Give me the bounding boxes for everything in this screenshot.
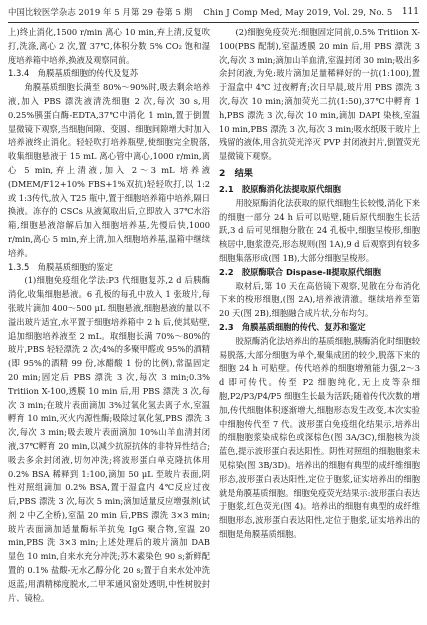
running-header (8, 4, 419, 20)
page-number: 111 (401, 7, 419, 17)
subsection-title: 2.1 胶原酶消化法提取原代细胞 (219, 183, 341, 194)
journal-title-en: Chin J Comp Med, May 2019, Vol. 29, No. 5 (203, 7, 393, 17)
paragraph: 角膜基质细胞长满至 80%～90%时,吸去剩余培养液,加入 PBS 漂洗液清洗细胞 2 次,每次 30 s,用 0.25%胰蛋白酶-EDTA,37℃中消化 1 min,置于倒置显微镜下观察,当细胞间隙、变圆、细胞间隙增大时加入培养液终止消化。轻轻吹打培养瓶壁,使细胞完全脱落,收集细胞悬液于 15 mL 离心管中离心,1000 r/min,离心 5 min,弃上清液,加入 2～3 mL 培养液(DMEM/F12+10% FBS+1%双抗)轻轻吹打,以 1:2或 1:3传代,放入 T25 瓶中,置于细胞培养箱中培养,隔日换液。冻存的 CSCs 从液氮取出后,立即放入 37℃水浴箱,细胞悬液溶解后加入细胞培养基,先慢后快,1000 r/min,离心 5 min,弃上清,加入细胞培养基,温箱中继续培养。 (8, 82, 210, 258)
section-heading: 1.3.5 角膜基质细胞的鉴定 (8, 261, 114, 272)
paragraph: 上)终止消化,1500 r/min 离心 10 min,弃上清,反复吹打,洗涤,离心 2 次,置 37℃,体积分数 5% CO₂ 饱和湿度培养箱中培养,换液及观察同前。 (8, 27, 210, 65)
paragraph: 取材后,第 10 天在高倍镜下观察,见散在分布消化下来的梭形细胞,(图 2A),培养液清澈。继续培养至第 20 天(图 2B),细胞融合成片状,分布均匀。 (219, 280, 420, 319)
subsection-title: 2.3 角膜基质细胞的传代、复苏和鉴定 (219, 321, 366, 332)
right-column (219, 26, 420, 619)
paragraph: (2)细胞免疫荧光:细胞固定同前,0.5% Tritiion X-100(PBS 配制),室温透膜 20 min 后,用 PBS 漂洗 3 次,每次 3 min;滴加山羊血清,室温封闭 30 min;吸出多余封闭液,为免:玻片滴加足量稀释好的一抗(1:100),置于湿盒中 4℃ 过夜孵育;次日早晨,玻片用 PBS 漂洗 3 次,每次 10 min;滴加荧光二抗(1:50),37℃中孵育 1 h,PBS 漂洗 3 次,每次 10 min,滴加 DAPI 染核,室温 10 min,PBS 漂洗 3 次,每次 3 min;吸水纸吸干玻片上残留的液体,用含抗荧光淬灭 PVP 封闭液封片,倒置荧光显微镜下观察。 (219, 27, 420, 162)
subsection-title: 2.2 胶原酶联合 Dispase-Ⅱ提取原代细胞 (219, 266, 381, 277)
section-heading: 1.3.4 角膜基质细胞的传代及复苏 (8, 68, 139, 79)
header-rule (8, 22, 419, 23)
left-column (8, 26, 210, 619)
journal-title-cn: 中国比较医学杂志 2019 年 5 月第 29 卷第 5 期 (8, 7, 193, 17)
paragraph: (1)细胞免疫组化学法:P3 代细胞复苏,2 d 后胰酶消化,收集细胞悬液。6 孔板的每孔中放入 1 张玻片,每张玻片滴加 400～500 μL 细胞悬液,细胞悬液的量以不溢出玻片适宜,水平置于细胞培养箱中 2 h 后,使其贴壁,追加细胞培养液至 2 mL。取细胞长满 70%～80%的玻片,PBS 轻轻漂洗 2 次;4%的多聚甲醛或 95%的酒精(即 95%的酒精 99 份,冰醋酸 1 份的比例),常温固定 20 min;固定后 PBS 漂洗 3 次,每次 3 min;0.3% Tritiion X-100,透膜 10 min 后,用 PBS 漂洗 3 次,每次 3 min;在玻片表面滴加 3%过氧化氢去离子水,室温孵育 10 min,灭火内源性酶;吸除过氧化氢,PBS 漂洗 3 次,每次 3 min;吸去玻片表面滴加 10%山羊血清封闭液,37℃孵育 20 min,以减少抗原抗体的非特异性结合;吸去多余封闭液,切勿冲洗;将波形蛋白单克隆抗体用 0.2% BSA 稀释到 1:100,滴加 50 μL 至玻片表面,阴性对照组滴加 0.2% BSA,置于湿盒内 4℃反应过夜后,PBS 漂洗 3 次,每次 5 min;滴加适量反应增强剂(试剂 2 中乙全桥),室温 20 min 后,PBS 漂洗 3×3 min;玻片表面滴加适量酶标羊抗兔 IgG 聚合物,室温 20 min,PBS 洗 3×3 min;上述处理后的玻片滴加 DAB 显色 10 min,自来水充分冲洗;苏木素染色 90 s;新鲜配置的 0.1% 盐酸-无水乙醇分化 20 s;置于自来水处冲洗返蓝;用酒精梯度脱水,二甲苯通风窗处透明,中性树胶封片、镜检。 (8, 275, 210, 603)
section-title: 2 结果 (219, 167, 253, 179)
journal-info (8, 6, 392, 18)
paragraph: 用胶原酶消化法获取的原代细胞生长较慢,消化下来的细胞一部分 24 h 后可以贴壁,随后原代细胞生长活跃,3 d 后可见细胞分散在 24 孔板中,细胞呈梭形,细胞核居中,胞浆澄亮,形态规则(图 1A),9 d 后观察到有较多细胞集落形成(图 1B),大部分细胞呈梭形。 (219, 197, 420, 263)
paragraph: 胶原酶消化法培养出的基质细胞,胰酶消化时细胞较易脱落,大部分细胞为单个,聚集成团的较少,脱落下来的细胞 24 h 可贴壁。传代培养的细胞增殖能力强,2～3 d 即可传代。传至 P2 细胞纯化,无上皮等杂细胞,P2/P3/P4/P5 细胞生长最为活跃;随着传代次数的增加,传代细胞体积逐渐增大,细胞形态发生改变,本次实验中细胞传代至 7 代。波形蛋白免疫组化结果示,培养出的细胞胞浆染成棕色或深棕色(图 3A/3C),细胞核为淡蓝色,提示波形蛋白表达阳性。阴性对照组的细胞胞浆未见棕染(图 3B/3D)。培养出的细胞有典型的成纤维细胞形态,波形蛋白表达阳性,定位于胞浆,证实培养出的细胞就是角膜基质细胞。细胞免疫荧光结果示:波形蛋白表达于胞浆,红色荧光(图 4)。培养出的细胞有典型的成纤维细胞形态,波形蛋白表达阳性,定位于胞浆,证实培养出的细胞是角膜基质细胞。 (219, 335, 420, 539)
